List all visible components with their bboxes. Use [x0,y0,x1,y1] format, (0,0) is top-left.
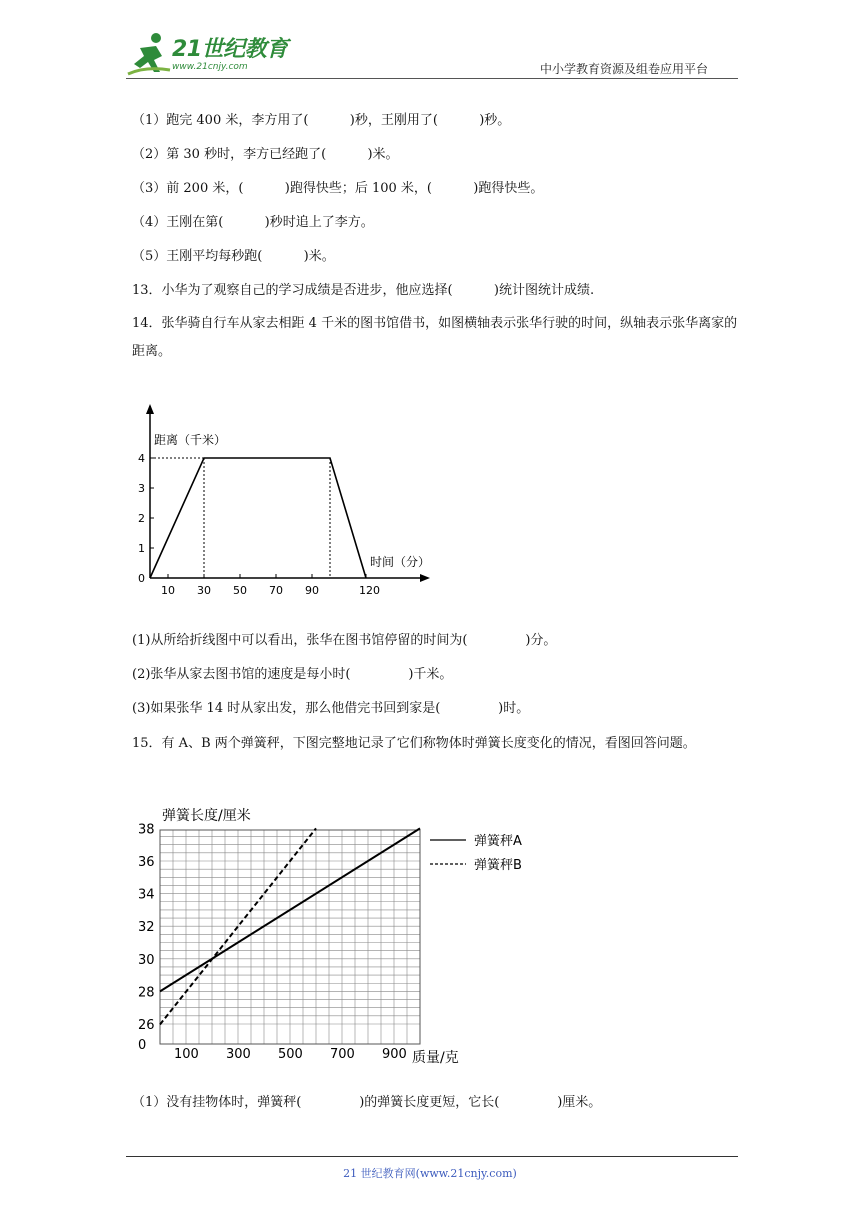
header-platform-text: 中小学教育资源及组卷应用平台 [540,62,709,76]
chart2-y-tick-label: 38 [138,822,155,838]
chart1-x-tick-label: 30 [197,584,211,597]
q12-part-4: （4）王刚在第( )秒时追上了李方。 [132,215,374,230]
spring-scale-chart-plot [138,822,522,1062]
chart2-y-tick-label: 26 [138,1018,155,1033]
chart1-y-arrow [146,404,154,414]
chart2-legend-label: 弹簧秤A [474,834,522,849]
chart1-y-tick-label: 0 [138,572,145,585]
spring-scale-chart [130,800,550,1070]
chart1-x-tick-label: 10 [161,584,175,597]
chart1-y-tick-label: 1 [138,542,145,555]
chart2-x-tick-label: 900 [382,1047,407,1062]
q12-part-1: （1）跑完 400 米，李方用了( )秒，王刚用了( )秒。 [132,113,511,128]
q12-part-5: （5）王刚平均每秒跑( )米。 [132,249,335,264]
logo-brand-text: 21世纪教育 [172,37,288,62]
question-13: 13．小华为了观察自己的学习成绩是否进步，他应选择( )统计图统计成绩. [132,283,595,298]
chart2-x-tick-label: 100 [174,1047,199,1062]
q14-part-3: (3)如果张华 14 时从家出发，那么他借完书回到家是( )时。 [132,701,530,716]
runner-logo-icon [126,30,172,76]
chart1-x-tick-label: 90 [305,584,319,597]
chart1-y-tick-label: 2 [138,512,145,525]
distance-time-chart [120,398,440,608]
q14-part-1: (1)从所给折线图中可以看出，张华在图书馆停留的时间为( )分。 [132,633,557,648]
chart2-x-tick-label: 500 [278,1047,303,1062]
chart1-ylabel: 距离（千米） [154,433,227,447]
chart2-x-tick-label: 300 [226,1047,251,1062]
logo-url-text: www.21cnjy.com [172,62,248,72]
chart2-ylabel: 弹簧长度/厘米 [162,808,251,824]
chart1-x-tick-label: 50 [233,584,247,597]
chart1-x-arrow [420,574,430,582]
q12-part-3: （3）前 200 米，( )跑得快些；后 100 米，( )跑得快些。 [132,181,544,196]
chart2-y-tick-label: 28 [138,985,155,1001]
chart2-y-tick-label: 34 [138,887,155,903]
chart1-x-tick-label: 120 [359,584,380,597]
site-logo [126,30,296,80]
q14-part-2: (2)张华从家去图书馆的速度是每小时( )千米。 [132,667,453,682]
chart2-xlabel: 质量/克 [412,1050,459,1066]
question-14-stem: 14．张华骑自行车从家去相距 4 千米的图书馆借书，如图横轴表示张华行驶的时间，纵轴表示张华离家的距离。 [132,316,738,359]
q15-part-1: （1）没有挂物体时，弹簧秤( )的弹簧长度更短，它长( )厘米。 [132,1095,602,1110]
question-15-stem: 15．有 A、B 两个弹簧秤，下图完整地记录了它们称物体时弹簧长度变化的情况，看图回答问题。 [132,736,696,751]
footer-divider [126,1156,738,1157]
page-header [0,0,860,90]
chart1-y-tick-label: 3 [138,482,145,495]
chart1-y-tick-label: 4 [138,452,145,465]
chart1-series-line [150,458,366,578]
chart2-y-tick-label: 36 [138,855,155,870]
footer-text: 21 世纪教育网(www.21cnjy.com) [343,1167,517,1180]
chart2-legend-label: 弹簧秤B [474,858,522,873]
chart2-x-tick-label: 700 [330,1047,355,1062]
chart1-x-tick-label: 70 [269,584,283,597]
chart1-xlabel: 时间（分） [370,555,431,569]
chart2-y-tick-label: 30 [138,952,155,968]
header-divider [126,78,738,79]
q12-part-2: （2）第 30 秒时，李方已经跑了( )米。 [132,147,399,162]
chart2-y-tick-label: 32 [138,920,155,936]
chart2-y-tick-label: 0 [138,1038,147,1053]
